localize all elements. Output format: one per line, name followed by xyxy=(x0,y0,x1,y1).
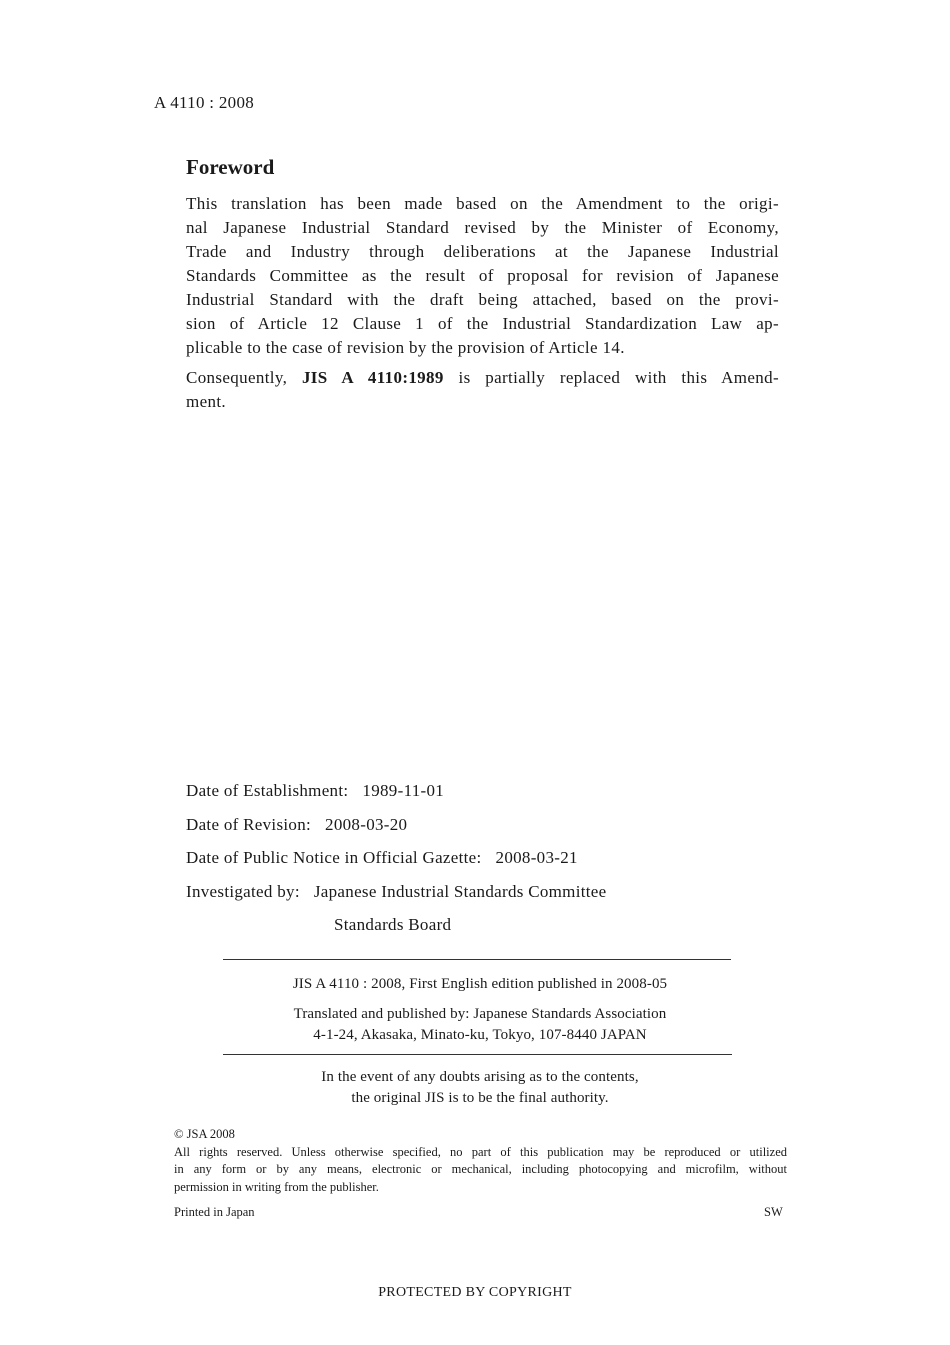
copyright-notice: © JSA 2008 xyxy=(174,1127,235,1141)
gazette-label: Date of Public Notice in Official Gazette: xyxy=(186,848,482,867)
authority-line-1: In the event of any doubts arising as to the contents, xyxy=(321,1069,639,1085)
copyright-text-line: permission in writing from the publisher. xyxy=(174,1179,379,1194)
copyright-text-line: All rights reserved. Unless otherwise specified, no part of this publication may be reproduced or utilized xyxy=(174,1144,787,1159)
protected-by-copyright: PROTECTED BY COPYRIGHT xyxy=(378,1285,572,1300)
printed-in: Printed in Japan xyxy=(174,1205,255,1219)
printer-code: SW xyxy=(764,1205,783,1219)
investigated-board: Standards Board xyxy=(334,915,452,934)
gazette-value: 2008-03-21 xyxy=(495,848,578,867)
foreword-paragraph-2 xyxy=(186,366,779,414)
text-segment: is partially replaced with this Amend- xyxy=(443,368,779,387)
establishment-value: 1989-11-01 xyxy=(362,781,445,800)
divider-top xyxy=(223,959,731,960)
foreword-line: Industrial Standard with the draft being attached, based on the provi- xyxy=(186,290,779,309)
gazette-date-row xyxy=(186,848,578,868)
foreword-line: Standards Committee as the result of proposal for revision of Japanese xyxy=(186,266,779,285)
foreword-line: nal Japanese Industrial Standard revised by the Minister of Economy, xyxy=(186,218,779,237)
jis-reference: JIS A 4110:1989 xyxy=(301,368,444,387)
investigated-row xyxy=(186,882,606,902)
copyright-block xyxy=(174,1126,787,1196)
foreword-line: plicable to the case of revision by the provision of Article 14. xyxy=(186,338,625,357)
foreword-paragraph-1 xyxy=(186,192,779,360)
revision-value: 2008-03-20 xyxy=(325,815,408,834)
foreword-body xyxy=(186,192,779,414)
investigated-value: Japanese Industrial Standards Committee xyxy=(313,882,607,901)
foreword-title: Foreword xyxy=(186,155,275,179)
text-segment: Consequently, xyxy=(186,368,302,387)
revision-label: Date of Revision: xyxy=(186,815,312,834)
divider-bottom xyxy=(223,1054,732,1055)
establishment-date-row xyxy=(186,781,444,801)
revision-date-row xyxy=(186,815,407,835)
edition-line: JIS A 4110 : 2008, First English edition published in 2008-05 xyxy=(292,976,668,992)
foreword-line: Trade and Industry through deliberations at the Japanese Industrial xyxy=(186,242,779,261)
address-line: 4-1-24, Akasaka, Minato-ku, Tokyo, 107-8440 JAPAN xyxy=(313,1027,647,1043)
translated-by-line: Translated and published by: Japanese Standards Association xyxy=(293,1006,667,1022)
foreword-line: ment. xyxy=(186,392,226,411)
investigated-label: Investigated by: xyxy=(186,882,300,901)
document-id-header: A 4110 : 2008 xyxy=(154,93,255,112)
copyright-text-line: in any form or by any means, electronic or mechanical, including photocopying and microfilm, without xyxy=(174,1162,787,1176)
foreword-line: sion of Article 12 Clause 1 of the Industrial Standardization Law ap- xyxy=(186,314,779,333)
foreword-line xyxy=(186,366,779,390)
authority-line-2: the original JIS is to be the final authority. xyxy=(351,1090,609,1106)
foreword-line: This translation has been made based on the Amendment to the origi- xyxy=(186,194,779,213)
establishment-label: Date of Establishment: xyxy=(186,781,349,800)
